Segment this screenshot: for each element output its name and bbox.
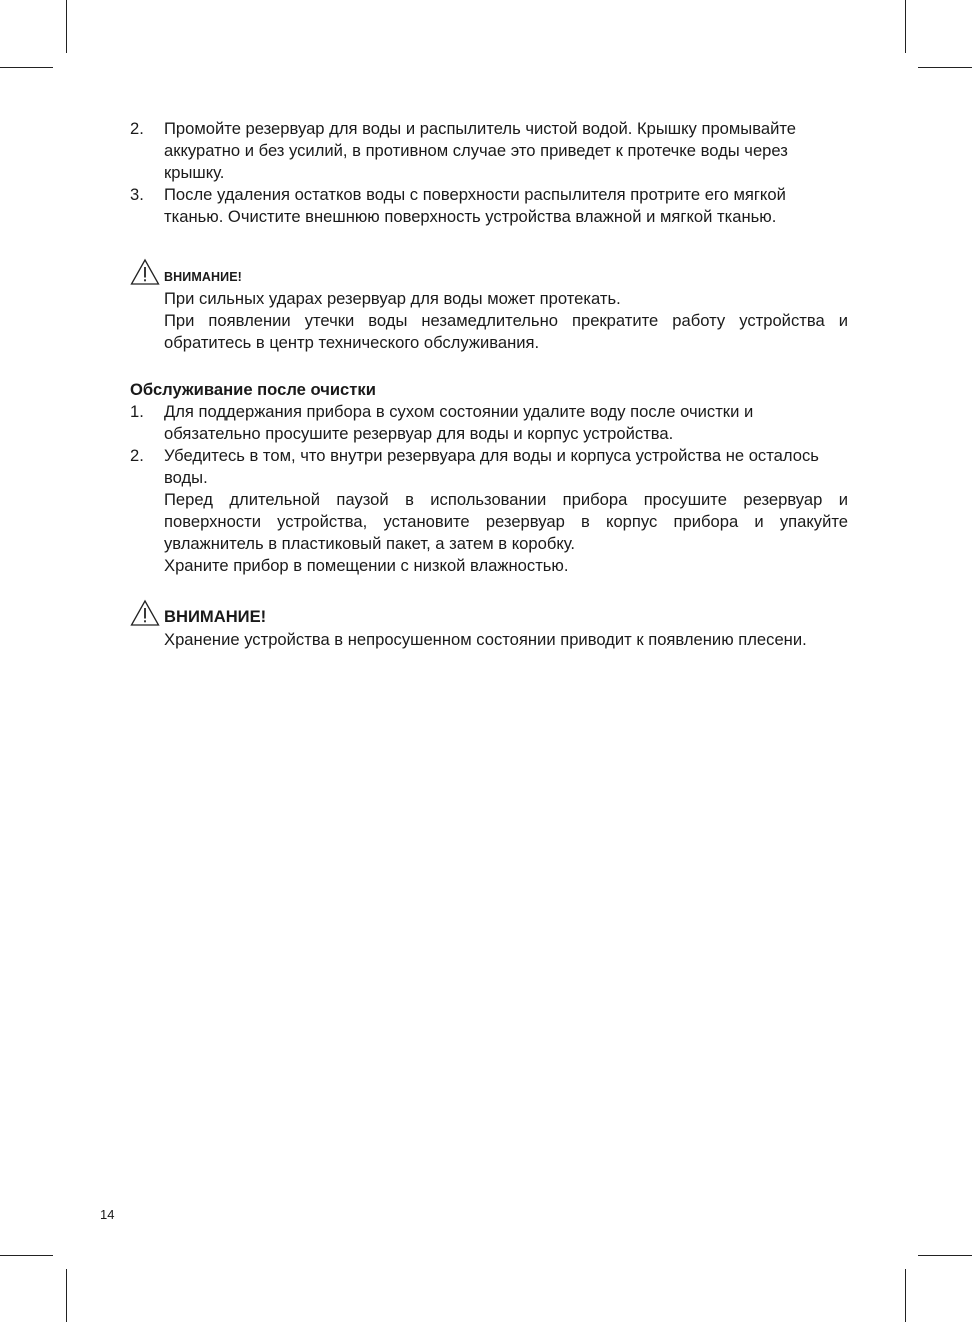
list-item-number: 2. bbox=[130, 446, 144, 465]
section-title: Обслуживание после очистки bbox=[130, 380, 376, 399]
page-content bbox=[130, 118, 848, 651]
warning-header bbox=[130, 599, 848, 627]
list-item bbox=[130, 401, 848, 445]
warning-label: ВНИМАНИЕ! bbox=[164, 607, 267, 626]
list-item-number: 2. bbox=[130, 119, 144, 138]
warning-triangle-icon bbox=[130, 599, 160, 627]
warning-label: ВНИМАНИЕ! bbox=[164, 270, 242, 284]
list-item-text: Убедитесь в том, что внутри резервуара для воды и корпуса устройства не осталось воды. bbox=[164, 446, 819, 487]
crop-mark-top-right-horizontal bbox=[918, 67, 972, 68]
list-item bbox=[130, 445, 848, 489]
list-item bbox=[130, 118, 848, 184]
page-number: 14 bbox=[100, 1207, 115, 1222]
warning-text: Хранение устройства в непросушенном состоянии приводит к появлению плесени. bbox=[164, 630, 807, 649]
crop-mark-top-left-horizontal bbox=[0, 67, 53, 68]
list-item-number: 3. bbox=[130, 185, 144, 204]
list-item-text: После удаления остатков воды с поверхности распылителя протрите его мягкой тканью. Очистите внешнюю поверхность устройства влажной и мягкой тканью. bbox=[164, 185, 786, 226]
crop-mark-bottom-left-vertical bbox=[66, 1269, 67, 1322]
warning-block-1 bbox=[130, 258, 848, 354]
list-item-text: Промойте резервуар для воды и распылитель чистой водой. Крышку промывайте аккуратно и без усилий, в противном случае это приведет к протечке воды через крышку. bbox=[164, 119, 797, 182]
list-item-text: Для поддержания прибора в сухом состоянии удалите воду после очистки и обязательно просушите резервуар для воды и корпус устройства. bbox=[164, 402, 754, 443]
crop-mark-bottom-left-horizontal bbox=[0, 1255, 53, 1256]
crop-mark-bottom-right-horizontal bbox=[918, 1255, 972, 1256]
crop-mark-top-left-vertical bbox=[66, 0, 67, 53]
warning-triangle-icon bbox=[130, 258, 160, 286]
section-paragraph: Храните прибор в помещении с низкой влажностью. bbox=[164, 556, 569, 575]
warning-text: При сильных ударах резервуар для воды может протекать. bbox=[164, 289, 621, 308]
warning-block-2 bbox=[130, 599, 848, 651]
section-paragraph: Перед длительной паузой в использовании прибора просушите резервуар и поверхности устройства, установите резервуар в корпус прибора и упакуйте увлажнитель в пластиковый пакет, а затем в коробку. bbox=[164, 490, 848, 553]
crop-mark-top-right-vertical bbox=[905, 0, 906, 53]
warning-text: При появлении утечки воды незамедлительно прекратите работу устройства и обратитесь в центр технического обслуживания. bbox=[164, 311, 848, 352]
list-item bbox=[130, 184, 848, 228]
warning-header bbox=[130, 258, 848, 286]
list-item-number: 1. bbox=[130, 402, 144, 421]
crop-mark-bottom-right-vertical bbox=[905, 1269, 906, 1322]
